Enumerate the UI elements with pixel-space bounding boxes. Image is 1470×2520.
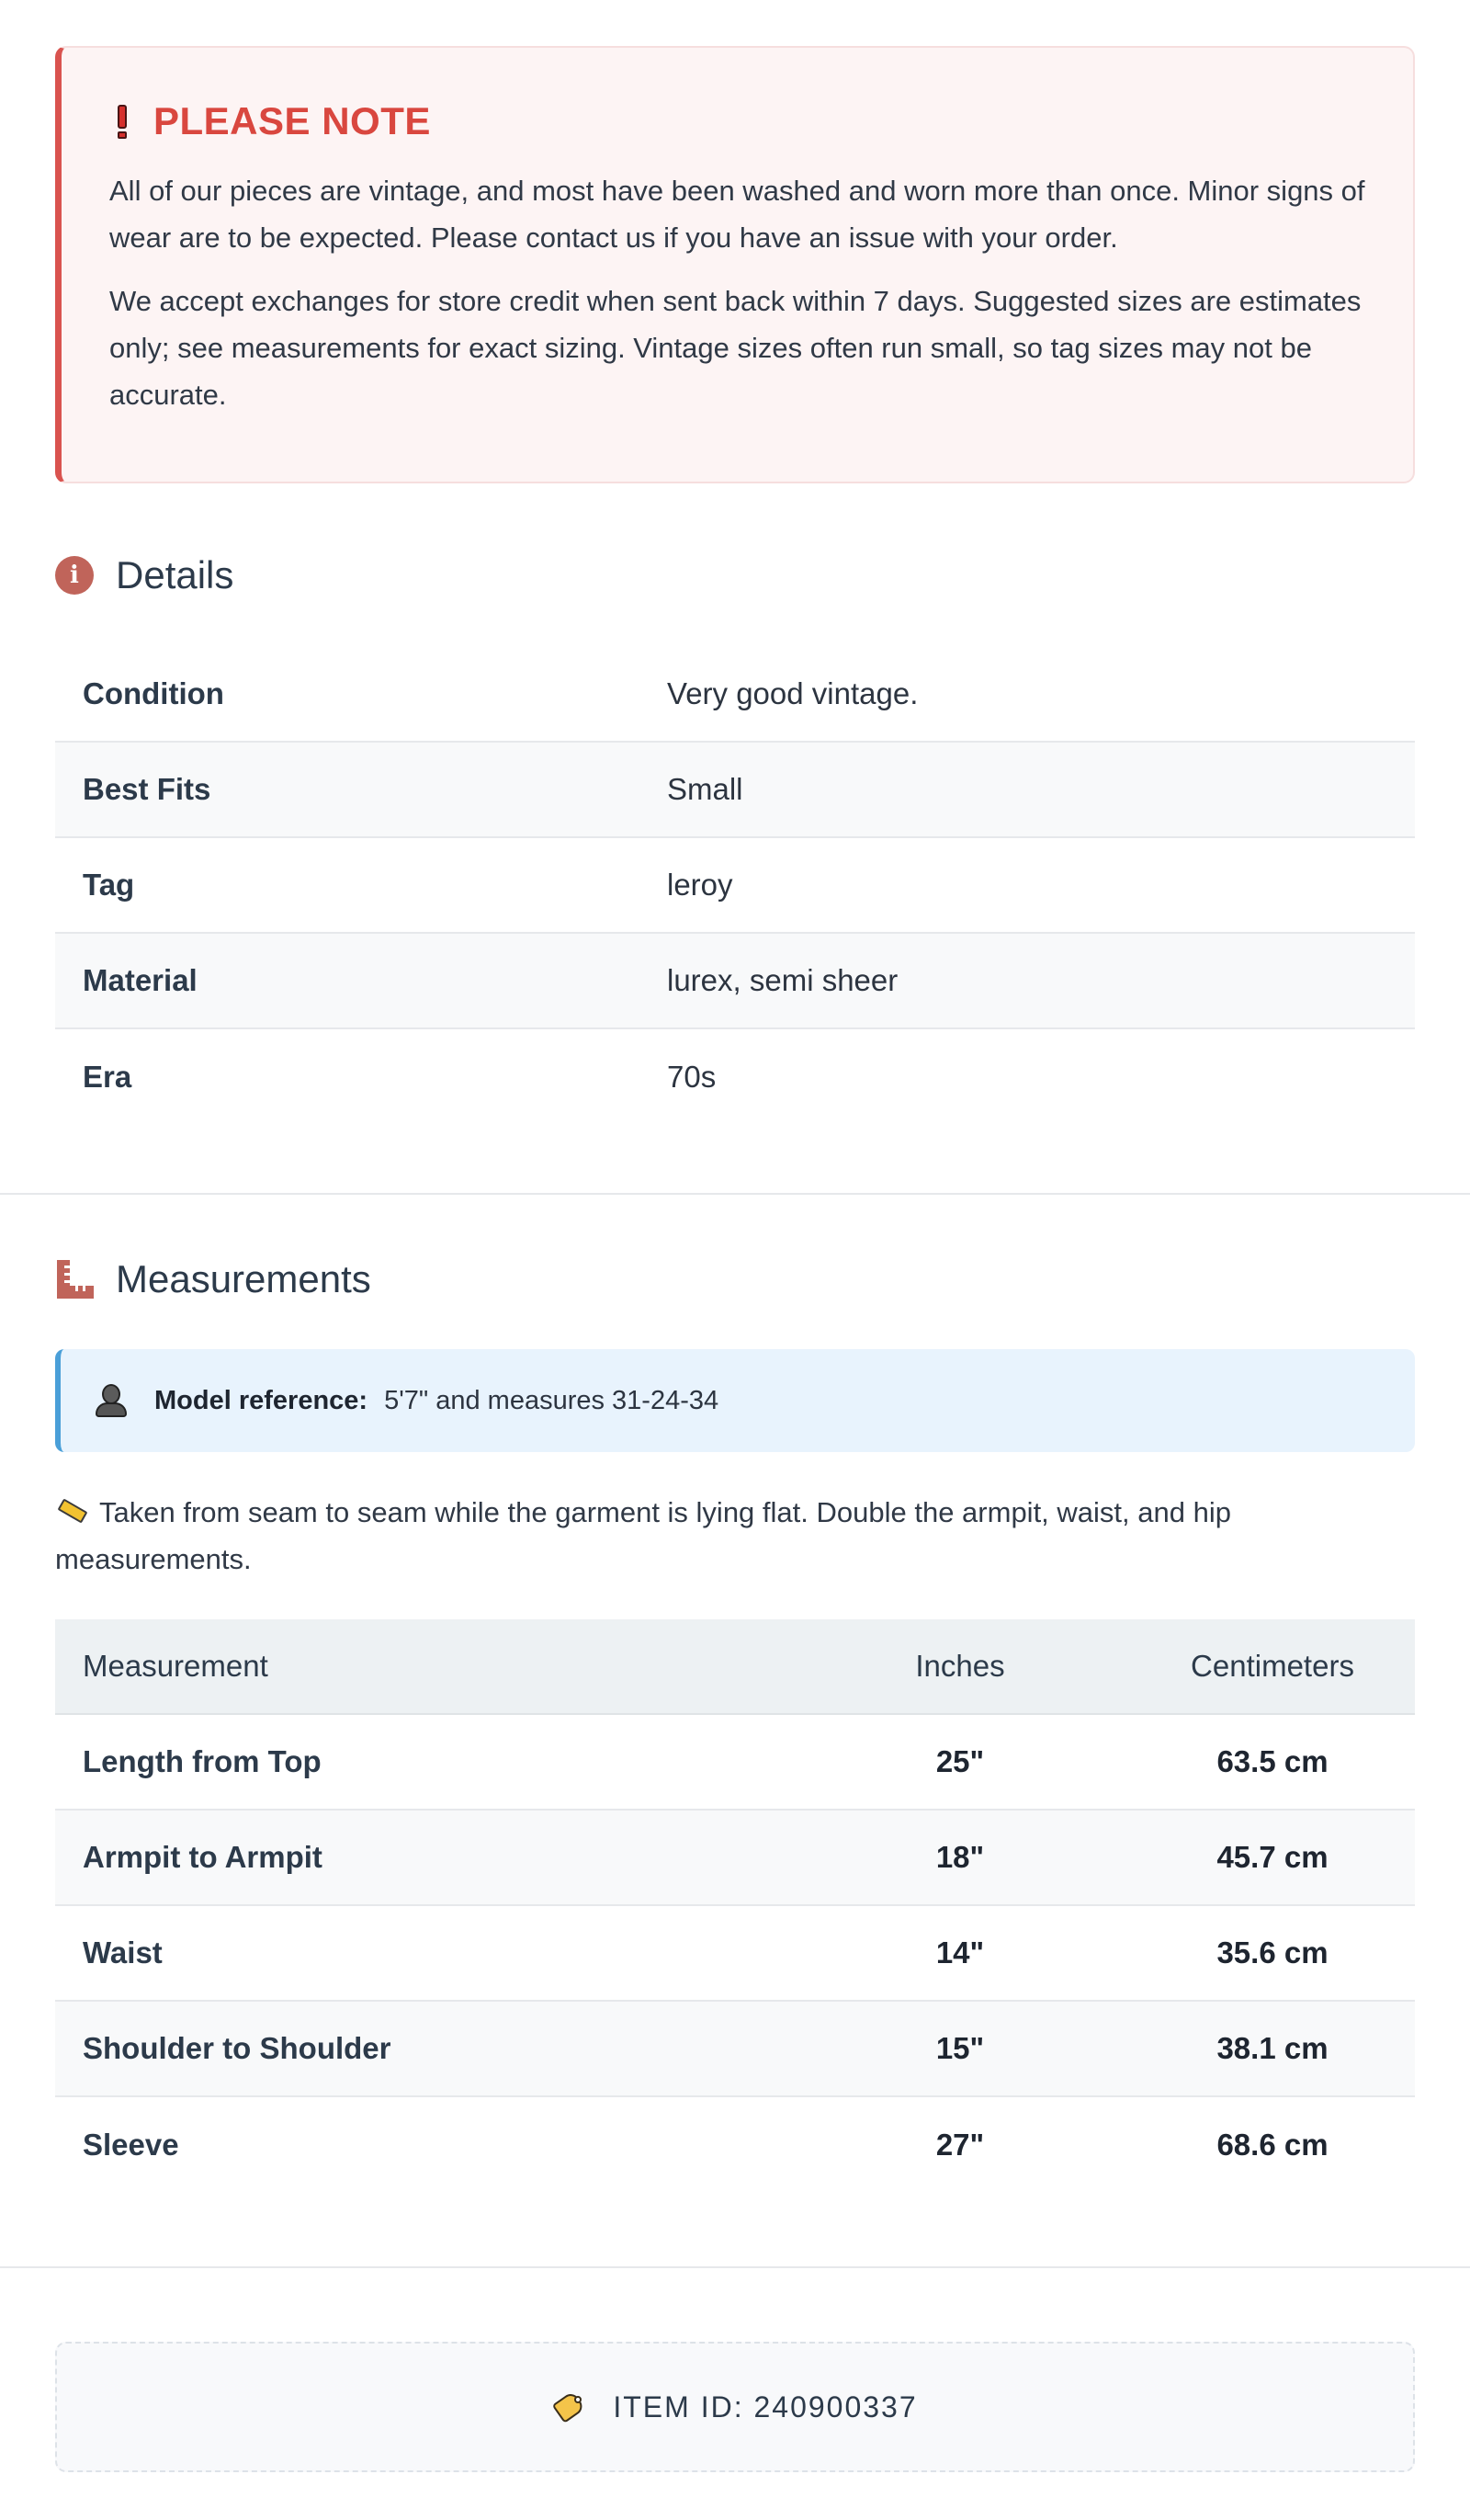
measurement-inches: 25" — [935, 1744, 985, 1778]
measurements-table — [55, 1619, 1415, 2193]
column-header: Inches — [915, 1649, 1005, 1683]
section-title: Measurements — [116, 1257, 371, 1300]
table-row — [55, 934, 1415, 1029]
row-value: Small — [667, 772, 743, 806]
info-icon: i — [55, 556, 94, 595]
row-value: 70s — [667, 1060, 717, 1094]
row-value: leroy — [667, 868, 733, 902]
measurement-inches: 14" — [935, 1935, 985, 1969]
measurements-heading — [55, 1252, 1415, 1307]
table-row — [55, 1029, 1415, 1125]
details-heading — [55, 548, 1415, 603]
row-label: Best Fits — [83, 772, 211, 806]
measurement-cm: 35.6 cm — [1216, 1935, 1329, 1969]
notice-header — [109, 99, 1365, 142]
person-icon — [96, 1384, 127, 1417]
measurement-instructions — [55, 1489, 1415, 1583]
item-id-box — [55, 2342, 1415, 2472]
pencil-icon — [55, 1502, 90, 1520]
details-section — [55, 548, 1415, 1125]
measurement-inches: 18" — [935, 1840, 985, 1874]
tag-icon — [552, 2390, 589, 2424]
measurement-name: Length from Top — [83, 1744, 322, 1778]
notice-box — [55, 46, 1415, 483]
table-row — [55, 838, 1415, 934]
instructions-text: Taken from seam to seam while the garment is lying flat. Double the armpit, waist, and hip measurements. — [55, 1496, 1231, 1575]
details-table — [55, 647, 1415, 1125]
column-header: Centimeters — [1191, 1649, 1354, 1683]
model-reference-label: Model reference: — [154, 1385, 368, 1415]
row-label: Material — [83, 963, 198, 997]
section-divider — [0, 1193, 1470, 1195]
measurement-name: Waist — [83, 1935, 163, 1969]
table-row — [55, 1811, 1415, 1906]
measurement-name: Armpit to Armpit — [83, 1840, 322, 1874]
notice-title: PLEASE NOTE — [153, 99, 431, 142]
row-label: Era — [83, 1060, 132, 1094]
measurement-cm: 38.1 cm — [1216, 2031, 1329, 2065]
measurement-inches: 27" — [935, 2128, 985, 2162]
table-row — [55, 2097, 1415, 2193]
model-reference — [55, 1349, 1415, 1452]
row-label: Tag — [83, 868, 135, 902]
measurement-cm: 45.7 cm — [1216, 1840, 1329, 1874]
notice-paragraph: We accept exchanges for store credit when sent back within 7 days. Suggested sizes are estimates only; see measurements for exact sizing. Vintage sizes often run small, so tag sizes may not be accurate. — [109, 285, 1362, 411]
table-row — [55, 743, 1415, 838]
exclamation-icon — [115, 105, 130, 138]
measurement-cm: 63.5 cm — [1216, 1744, 1329, 1778]
table-row — [55, 2002, 1415, 2097]
row-label: Condition — [83, 676, 224, 710]
item-id-label: ITEM ID: 240900337 — [613, 2389, 918, 2424]
row-value: Very good vintage. — [667, 676, 919, 710]
notice-paragraph: All of our pieces are vintage, and most have been washed and worn more than once. Minor signs of wear are to be expected. Please contact us if you have an issue with your order. — [109, 175, 1365, 254]
row-value: lurex, semi sheer — [667, 963, 899, 997]
measurement-name: Sleeve — [83, 2128, 179, 2162]
table-row — [55, 647, 1415, 743]
table-row — [55, 1906, 1415, 2002]
measurement-inches: 15" — [935, 2031, 985, 2065]
table-header-row — [55, 1619, 1415, 1715]
measurements-section — [55, 1252, 1415, 2193]
column-header: Measurement — [83, 1649, 268, 1683]
section-title: Details — [116, 553, 234, 596]
measurement-name: Shoulder to Shoulder — [83, 2031, 391, 2065]
section-divider — [0, 2266, 1470, 2268]
model-reference-value: 5'7" and measures 31-24-34 — [384, 1385, 719, 1415]
measurement-cm: 68.6 cm — [1216, 2128, 1329, 2162]
table-row — [55, 1715, 1415, 1811]
ruler-icon — [55, 1260, 94, 1299]
